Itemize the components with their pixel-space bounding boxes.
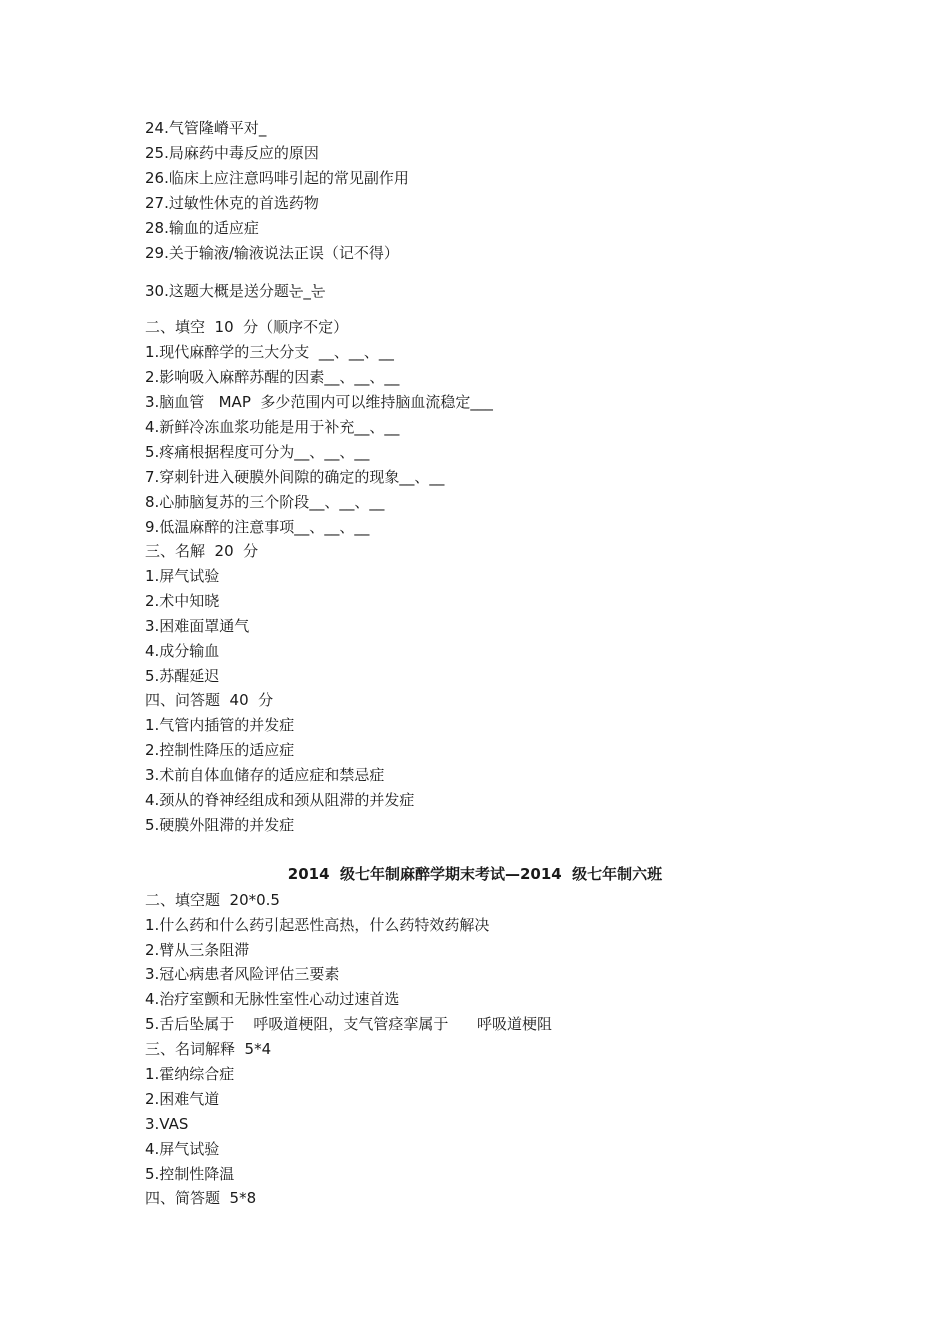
term-item: 2.困难气道 bbox=[145, 1090, 220, 1108]
question-30: 30.这题大概是送分题눈_눈 bbox=[145, 282, 326, 300]
fill-section-heading: 二、填空 10 分（顺序不定） bbox=[145, 318, 349, 336]
fill-item: 2.臂从三条阻滞 bbox=[145, 941, 250, 959]
fill-item: 1.现代麻醉学的三大分支 __、__、__ bbox=[145, 343, 394, 361]
term-item: 5.苏醒延迟 bbox=[145, 667, 220, 685]
qa-section-heading: 四、问答题 40 分 bbox=[145, 691, 274, 709]
qa-item: 1.气管内插管的并发症 bbox=[145, 716, 295, 734]
term-item: 4.屏气试验 bbox=[145, 1140, 220, 1158]
fill-item: 3.脑血管 MAP 多少范围内可以维持脑血流稳定___ bbox=[145, 393, 493, 411]
qa-item: 2.控制性降压的适应症 bbox=[145, 741, 295, 759]
question-29: 29.关于输液/输液说法正误（记不得） bbox=[145, 244, 399, 262]
term-item: 5.控制性降温 bbox=[145, 1165, 235, 1183]
question-28: 28.输血的适应症 bbox=[145, 219, 259, 237]
qa-item: 5.硬膜外阻滞的并发症 bbox=[145, 816, 295, 834]
question-24: 24.气管隆嵴平对_ bbox=[145, 119, 267, 137]
qa-item: 3.术前自体血储存的适应症和禁忌症 bbox=[145, 766, 385, 784]
fill-item: 7.穿刺针进入硬膜外间隙的确定的现象__、__ bbox=[145, 468, 445, 486]
term-section-heading: 三、名解 20 分 bbox=[145, 542, 259, 560]
term-item: 2.术中知晓 bbox=[145, 592, 220, 610]
term-item: 3.VAS bbox=[145, 1115, 189, 1133]
question-25: 25.局麻药中毒反应的原因 bbox=[145, 144, 319, 162]
fill-item: 4.治疗室颤和无脉性室性心动过速首选 bbox=[145, 990, 400, 1008]
fill-item: 4.新鲜冷冻血浆功能是用于补充__、__ bbox=[145, 418, 400, 436]
term-item: 1.霍纳综合症 bbox=[145, 1065, 235, 1083]
fill-item: 2.影响吸入麻醉苏醒的因素__、__、__ bbox=[145, 368, 400, 386]
fill-item: 3.冠心病患者风险评估三要素 bbox=[145, 965, 340, 983]
term-item: 3.困难面罩通气 bbox=[145, 617, 250, 635]
fill-item: 1.什么药和什么药引起恶性高热，什么药特效药解决 bbox=[145, 916, 490, 934]
term-section-heading: 三、名词解释 5*4 bbox=[145, 1040, 272, 1058]
question-26: 26.临床上应注意吗啡引起的常见副作用 bbox=[145, 169, 409, 187]
fill-item: 8.心肺脑复苏的三个阶段__、__、__ bbox=[145, 493, 385, 511]
short-answer-section-heading: 四、简答题 5*8 bbox=[145, 1189, 257, 1207]
term-item: 1.屏气试验 bbox=[145, 567, 220, 585]
question-27: 27.过敏性休克的首选药物 bbox=[145, 194, 319, 212]
fill-item: 5.疼痛根据程度可分为__、__、__ bbox=[145, 443, 370, 461]
fill-section-heading: 二、填空题 20*0.5 bbox=[145, 891, 280, 909]
exam-title: 2014 级七年制麻醉学期末考试—2014 级七年制六班 bbox=[287, 865, 663, 883]
fill-item: 9.低温麻醉的注意事项__、__、__ bbox=[145, 518, 370, 536]
term-item: 4.成分输血 bbox=[145, 642, 220, 660]
fill-item: 5.舌后坠属于 呼吸道梗阻，支气管痉挛属于 呼吸道梗阻 bbox=[145, 1015, 552, 1033]
qa-item: 4.颈从的脊神经组成和颈从阻滞的并发症 bbox=[145, 791, 415, 809]
